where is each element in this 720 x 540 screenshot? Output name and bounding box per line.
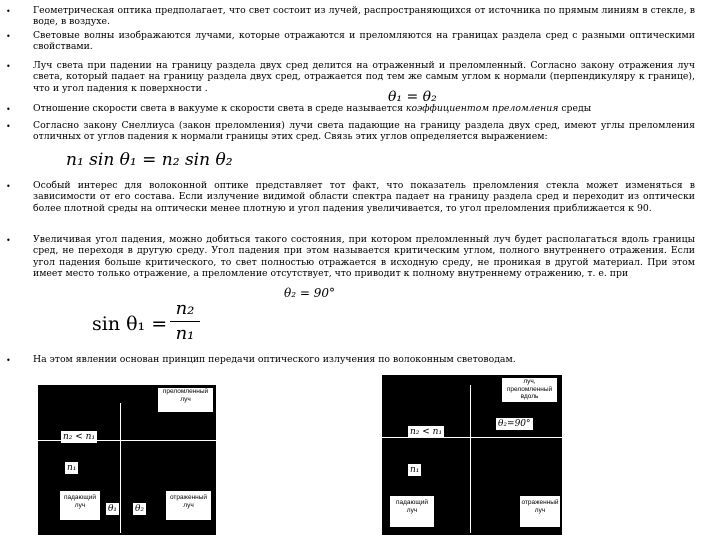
- bullet: •: [6, 32, 11, 41]
- paragraph-light-waves: Световые волны изображаются лучами, которые отражаются и преломляются на границах раздела сред с разными оптическими свойствами.: [33, 30, 695, 53]
- paragraph-refractive-index: [33, 103, 695, 114]
- paragraph-reflection-law: Луч света при падении на границу раздела двух сред делится на отраженный и преломленный. Согласно закону отражения луч света, который падает на границу раздела двух сред, отражается под тем же самым углом к нормали (перпендикуляру к границе), что и угол падения к поверхности .: [33, 60, 695, 94]
- reflected-ray-label: отраженный луч: [520, 496, 560, 527]
- paragraph-critical-angle: Увеличивая угол падения, можно добиться такого состояния, при котором преломленный луч будет располагаться вдоль границы сред, не переходя в другую среду. Угол падения при этом называется критическим углом, полного внутреннего отражения. Если угол падения больше критического, то свет полностью отражается в исходную среду, не проникая в другой материал. При этом имеет место только отражение, а преломление отсутствует, что приводит к полному внутреннему отражению, т. е. при: [33, 234, 695, 279]
- bullet: •: [6, 356, 11, 365]
- formula-critical-sin: sin θ₁ =: [92, 313, 168, 335]
- bullet: •: [6, 236, 11, 245]
- paragraph-refractive-variation: Особый интерес для волоконной оптике представляет тот факт, что показатель преломления стекла может изменяться в зависимости от его состава. Если излучение видимой области спектра падает на границу раздела сред и переходит из оптически более плотной среды на оптически менее плотную и угол падения увеличивается, то угол преломления приближается к 90.: [33, 180, 695, 214]
- paragraph-fiber-principle: На этом явлении основан принцип передачи оптического излучения по волоконным световодам.: [33, 354, 516, 365]
- refracted-ray-label: преломленный луч: [158, 388, 213, 412]
- n1-label: n₁: [410, 465, 420, 475]
- paragraph-geometric-optics: Геометрическая оптика предполагает, что свет состоит из лучей, распространяющихся от источника по прямым линиям в стекле, в воде, в воздухе.: [33, 5, 695, 28]
- fraction-bar: [170, 321, 200, 322]
- normal-line: [120, 403, 121, 533]
- n1-label: n₁: [67, 463, 77, 473]
- bullet: •: [6, 182, 11, 191]
- n-relation-label: n₂ < n₁: [63, 432, 96, 442]
- theta2-90-label: θ₂=90°: [498, 419, 531, 429]
- bullet: •: [6, 7, 11, 16]
- bullet: •: [6, 62, 11, 71]
- fraction-numerator: n₂: [175, 298, 195, 319]
- refractive-index-text-before: Отношение скорости света в вакууме к скорости света в среде называется: [33, 103, 406, 114]
- fraction-denominator: n₁: [175, 323, 195, 344]
- reflected-ray-label: отраженный луч: [166, 491, 211, 520]
- bullet: •: [6, 122, 11, 131]
- figure-refraction: [38, 385, 216, 535]
- formula-critical-angle: θ₂ = 90°: [284, 286, 335, 300]
- refracted-along-surface-label: луч, преломленный вдоль поверхности: [502, 378, 557, 402]
- theta2-label: θ₂: [135, 504, 145, 514]
- incident-ray-label: падающий луч: [390, 496, 434, 527]
- refractive-index-text-after: среды: [558, 103, 592, 114]
- paragraph-snell-law: Согласно закону Снеллиуса (закон преломления) лучи света падающие на границу раздела двух сред, имеют углы преломления отличных от углов падения к нормали границы этих сред. Связь этих углов определяется выражением:: [33, 120, 695, 143]
- refractive-index-term: коэффициентом преломления: [405, 103, 559, 114]
- n-relation-label: n₂ < n₁: [410, 427, 443, 437]
- normal-line: [470, 385, 471, 533]
- theta1-label: θ₁: [108, 504, 118, 514]
- incident-ray-label: падающий луч: [60, 491, 100, 520]
- formula-snell: n₁ sin θ₁ = n₂ sin θ₂: [66, 150, 233, 170]
- figure-critical-angle: [382, 375, 562, 535]
- formula-reflection: θ₁ = θ₂: [388, 89, 437, 105]
- formula-critical-fraction: [170, 298, 200, 345]
- bullet: •: [6, 105, 11, 114]
